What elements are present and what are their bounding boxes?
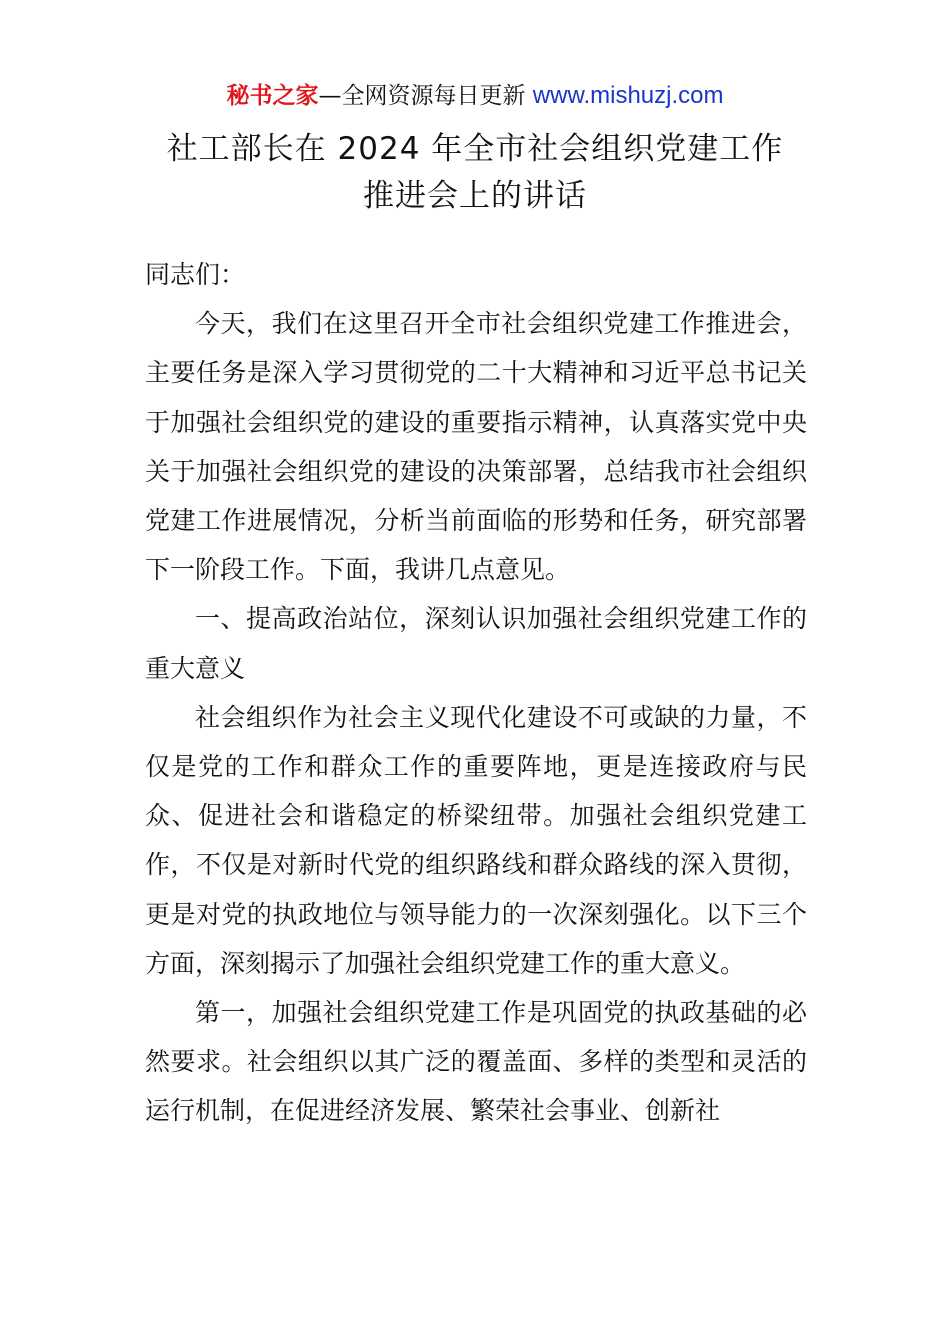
section-heading-1: 一、提高政治站位，深刻认识加强社会组织党建工作的重大意义 — [145, 604, 807, 683]
title-line-1: 社工部长在 2024 年全市社会组织党建工作 — [166, 131, 784, 167]
paragraph-significance: 社会组织作为社会主义现代化建设不可或缺的力量，不仅是党的工作和群众工作的重要阵地，更是连接政府与民众、促进社会和谐稳定的桥梁纽带。加强社会组织党建工作，不仅是对新时代党的组织路线和群众路线的深入贯彻，更是对党的执政地位与领导能力的一次深刻强化。以下三个方面，深刻揭示了加强社会组织党建工作的重大意义。 — [145, 702, 807, 978]
document-title — [0, 126, 950, 220]
header-tagline: —全网资源每日更新 — [318, 83, 533, 109]
salutation: 同志们： — [145, 260, 246, 289]
title-line-2: 推进会上的讲话 — [363, 178, 587, 214]
site-url-link[interactable]: www.mishuzj.com — [532, 82, 724, 109]
site-header — [0, 80, 950, 112]
paragraph-first-point: 第一，加强社会组织党建工作是巩固党的执政基础的必然要求。社会组织以其广泛的覆盖面、多样的类型和灵活的运行机制，在促进经济发展、繁荣社会事业、创新社 — [145, 998, 807, 1126]
paragraph-opening: 今天，我们在这里召开全市社会组织党建工作推进会，主要任务是深入学习贯彻党的二十大精神和习近平总书记关于加强社会组织党的建设的重要指示精神，认真落实党中央关于加强社会组织党的建设的决策部署，总结我市社会组织党建工作进展情况，分析当前面临的形势和任务，研究部署下一阶段工作。下面，我讲几点意见。 — [145, 309, 807, 585]
brand-name: 秘书之家 — [226, 83, 319, 109]
document-body — [145, 250, 807, 1136]
